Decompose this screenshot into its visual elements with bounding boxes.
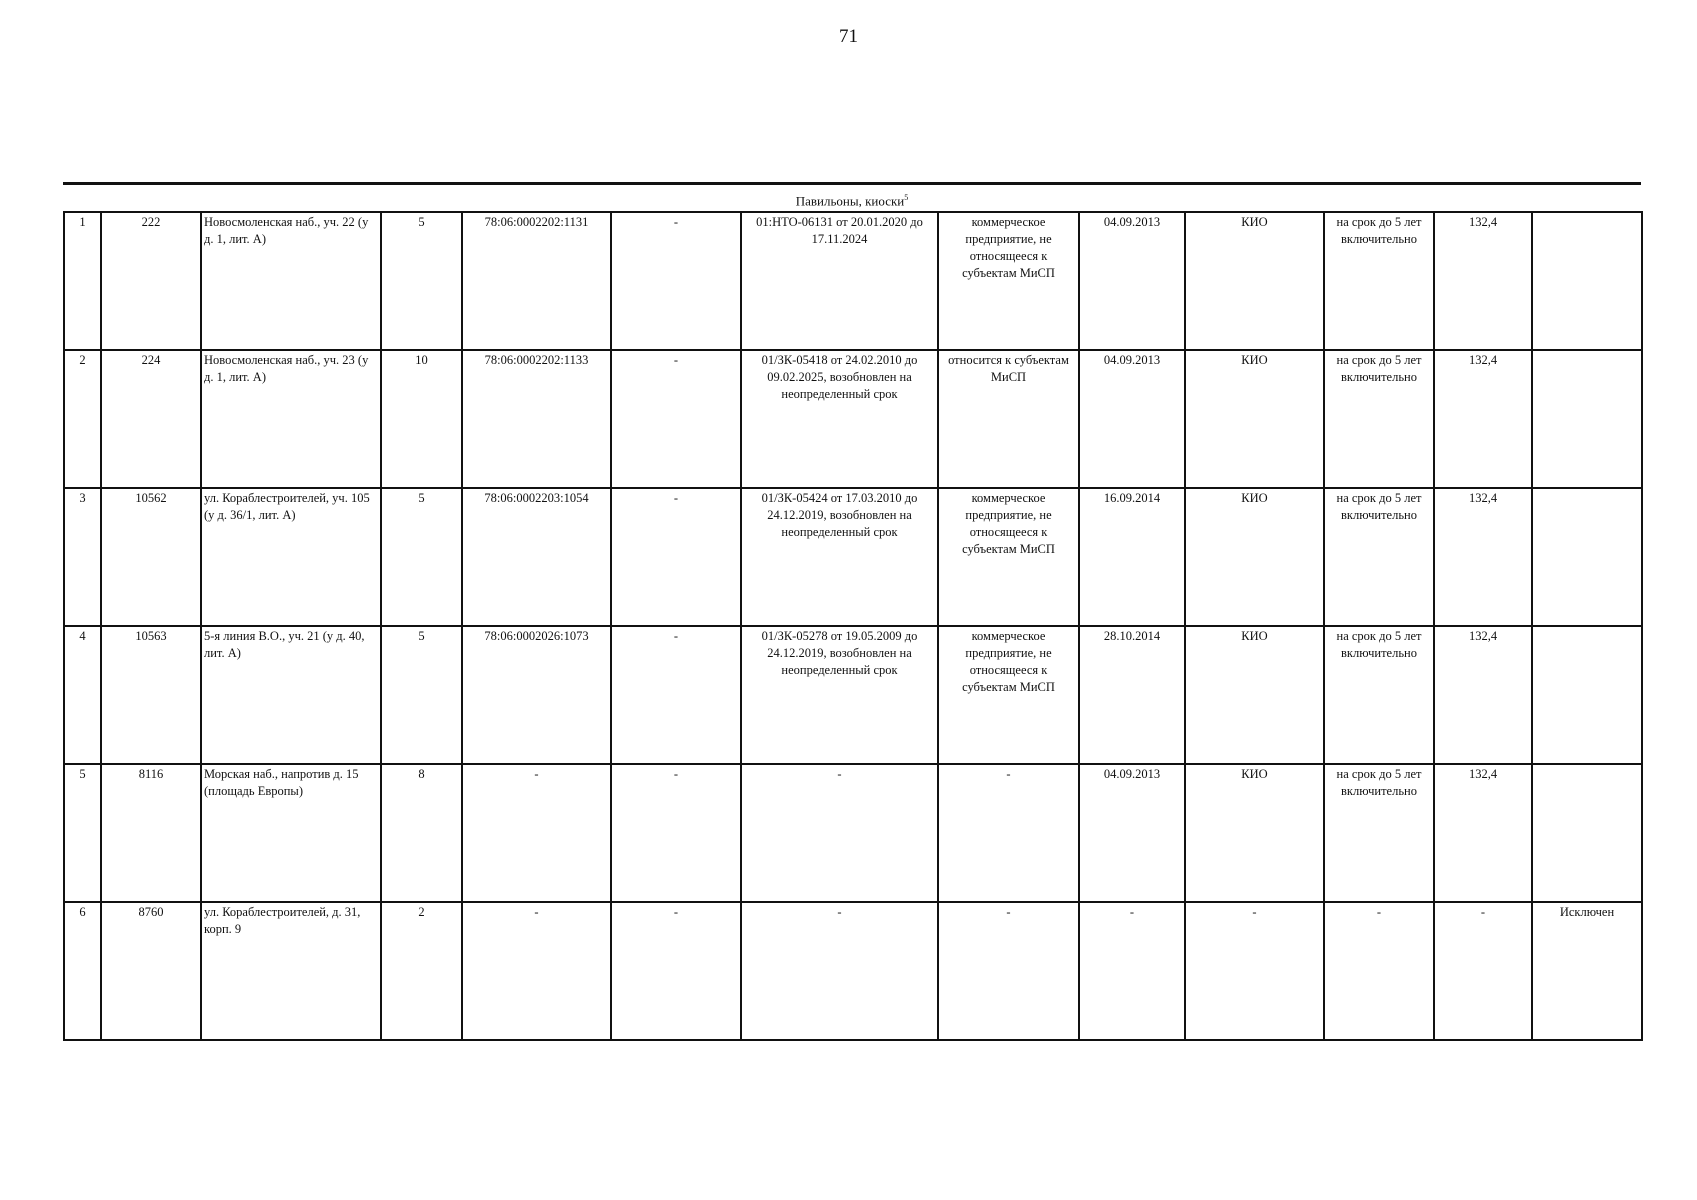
cell-zone-info: - [611, 350, 741, 488]
cell-responsible-body: КИО [1185, 212, 1324, 350]
cell-price: 132,4 [1434, 488, 1532, 626]
cell-area: 8 [381, 764, 462, 902]
cell-cadastral-number: 78:06:0002203:1054 [462, 488, 611, 626]
cell-responsible-body: КИО [1185, 626, 1324, 764]
cell-placement-term: - [1324, 902, 1434, 1040]
cell-responsible-body: КИО [1185, 488, 1324, 626]
cell-placement-term: на срок до 5 лет включительно [1324, 212, 1434, 350]
cell-responsible-body: - [1185, 902, 1324, 1040]
cell-row-number: 4 [64, 626, 101, 764]
cell-placement-term: на срок до 5 лет включительно [1324, 488, 1434, 626]
cell-zone-info: - [611, 626, 741, 764]
cell-note [1532, 488, 1642, 626]
table-row [64, 212, 1642, 350]
cell-contract-info: 01:НТО-06131 от 20.01.2020 до 17.11.2024 [741, 212, 938, 350]
cell-address: Морская наб., напротив д. 15 (площадь Европы) [201, 764, 381, 902]
cell-placement-term: на срок до 5 лет включительно [1324, 350, 1434, 488]
cell-inclusion-date: 28.10.2014 [1079, 626, 1185, 764]
cell-responsible-body: КИО [1185, 764, 1324, 902]
cell-tenant-category: относится к субъектам МиСП [938, 350, 1079, 488]
cell-note: Исключен [1532, 902, 1642, 1040]
cell-area: 5 [381, 626, 462, 764]
cell-row-number: 1 [64, 212, 101, 350]
cell-inclusion-date: 04.09.2013 [1079, 350, 1185, 488]
cell-address: ул. Кораблестроителей, д. 31, корп. 9 [201, 902, 381, 1040]
cell-address: 5-я линия В.О., уч. 21 (у д. 40, лит. А) [201, 626, 381, 764]
cell-note [1532, 764, 1642, 902]
cell-cadastral-number: 78:06:0002026:1073 [462, 626, 611, 764]
cell-tenant-category: - [938, 764, 1079, 902]
cell-cadastral-number: - [462, 902, 611, 1040]
cell-cadastral-number: - [462, 764, 611, 902]
cell-tenant-category: коммерческое предприятие, не относящееся к субъектам МиСП [938, 626, 1079, 764]
cell-placement-term: на срок до 5 лет включительно [1324, 626, 1434, 764]
cell-address: ул. Кораблестроителей, уч. 105 (у д. 36/1, лит. А) [201, 488, 381, 626]
cell-price: - [1434, 902, 1532, 1040]
cell-contract-info: 01/ЗК-05424 от 17.03.2010 до 24.12.2019, возобновлен на неопределенный срок [741, 488, 938, 626]
cell-row-number: 3 [64, 488, 101, 626]
section-title [63, 190, 1641, 209]
page-number: 71 [839, 26, 858, 47]
cell-price: 132,4 [1434, 212, 1532, 350]
cell-note [1532, 212, 1642, 350]
cell-placement-term: на срок до 5 лет включительно [1324, 764, 1434, 902]
cell-contract-info: 01/ЗК-05278 от 19.05.2009 до 24.12.2019, возобновлен на неопределенный срок [741, 626, 938, 764]
cell-cadastral-number: 78:06:0002202:1133 [462, 350, 611, 488]
cell-tenant-category: - [938, 902, 1079, 1040]
table-row [64, 764, 1642, 902]
registry-table-body [64, 212, 1642, 1040]
cell-object-number: 10562 [101, 488, 201, 626]
cell-area: 5 [381, 488, 462, 626]
table-row [64, 902, 1642, 1040]
cell-cadastral-number: 78:06:0002202:1131 [462, 212, 611, 350]
table-row [64, 488, 1642, 626]
cell-address: Новосмоленская наб., уч. 22 (у д. 1, лит. А) [201, 212, 381, 350]
cell-price: 132,4 [1434, 764, 1532, 902]
cell-object-number: 224 [101, 350, 201, 488]
cell-inclusion-date: 04.09.2013 [1079, 212, 1185, 350]
cell-zone-info: - [611, 488, 741, 626]
cell-area: 5 [381, 212, 462, 350]
cell-object-number: 8760 [101, 902, 201, 1040]
cell-inclusion-date: - [1079, 902, 1185, 1040]
cell-area: 10 [381, 350, 462, 488]
cell-area: 2 [381, 902, 462, 1040]
cell-address: Новосмоленская наб., уч. 23 (у д. 1, лит. А) [201, 350, 381, 488]
cell-contract-info: - [741, 764, 938, 902]
cell-contract-info: 01/ЗК-05418 от 24.02.2010 до 09.02.2025, возобновлен на неопределенный срок [741, 350, 938, 488]
registry-table [63, 211, 1643, 1041]
cell-inclusion-date: 04.09.2013 [1079, 764, 1185, 902]
table-row [64, 626, 1642, 764]
cell-price: 132,4 [1434, 626, 1532, 764]
cell-row-number: 5 [64, 764, 101, 902]
cell-contract-info: - [741, 902, 938, 1040]
cell-zone-info: - [611, 212, 741, 350]
cell-object-number: 222 [101, 212, 201, 350]
cell-zone-info: - [611, 902, 741, 1040]
cell-tenant-category: коммерческое предприятие, не относящееся к субъектам МиСП [938, 488, 1079, 626]
section-title-text: Павильоны, киоски [795, 193, 905, 209]
cell-object-number: 8116 [101, 764, 201, 902]
cell-responsible-body: КИО [1185, 350, 1324, 488]
cell-row-number: 6 [64, 902, 101, 1040]
cell-note [1532, 626, 1642, 764]
cell-price: 132,4 [1434, 350, 1532, 488]
cell-inclusion-date: 16.09.2014 [1079, 488, 1185, 626]
cell-object-number: 10563 [101, 626, 201, 764]
cell-zone-info: - [611, 764, 741, 902]
header-rule [63, 182, 1641, 185]
cell-row-number: 2 [64, 350, 101, 488]
cell-note [1532, 350, 1642, 488]
cell-tenant-category: коммерческое предприятие, не относящееся к субъектам МиСП [938, 212, 1079, 350]
footnote-mark: 5 [904, 193, 909, 202]
table-row [64, 350, 1642, 488]
